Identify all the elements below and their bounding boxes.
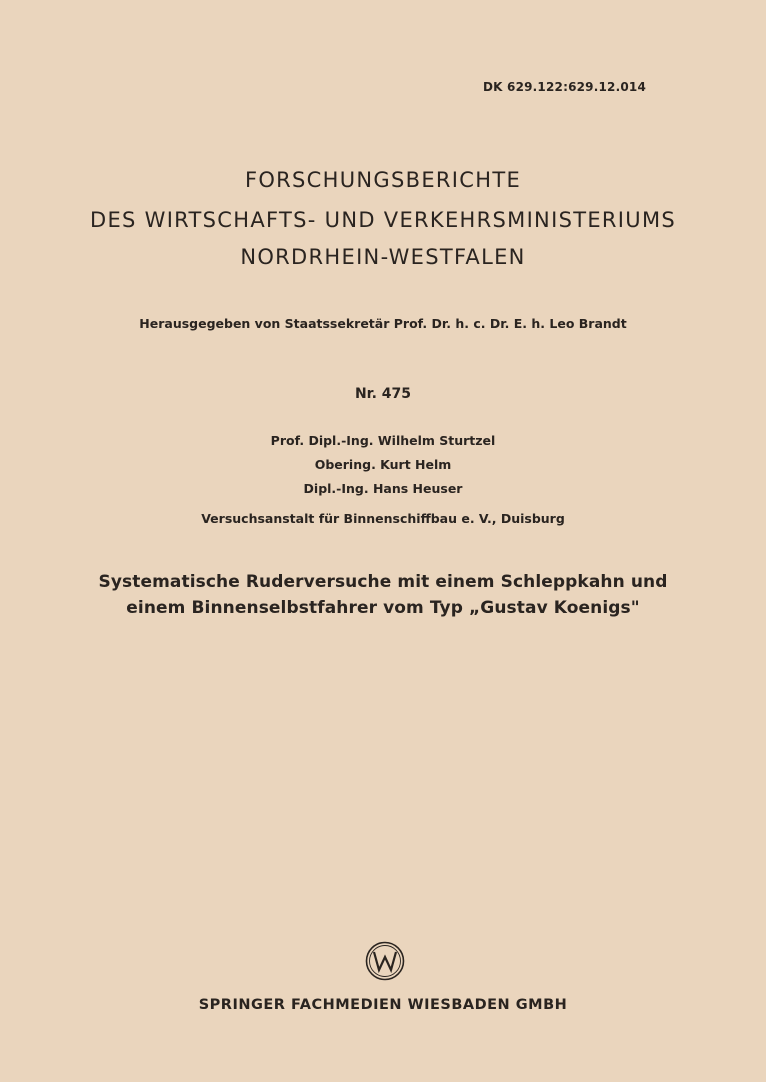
author-1: Prof. Dipl.-Ing. Wilhelm Sturtzel [270,433,496,448]
editor-line: Herausgegeben von Staatssekretär Prof. Dr. h. c. Dr. E. h. Leo Brandt [139,316,627,331]
series-title-line-3: NORDRHEIN-WESTFALEN [240,245,526,269]
author-2: Obering. Kurt Helm [314,457,452,472]
springer-w-logo-icon [365,941,405,981]
report-title-line-1: Systematische Ruderversuche mit einem Schleppkahn und [98,572,668,592]
report-number: Nr. 475 [354,386,412,402]
publisher-name: SPRINGER FACHMEDIEN WIESBADEN GMBH [198,997,568,1013]
institute: Versuchsanstalt für Binnenschiffbau e. V., Duisburg [201,511,565,526]
report-title-line-2: einem Binnenselbstfahrer vom Typ „Gustav Koenigs" [126,598,640,618]
series-title-line-2: DES WIRTSCHAFTS- UND VERKEHRSMINISTERIUMS [89,208,676,232]
classification-code: DK 629.122:629.12.014 [482,80,646,94]
series-title-line-1: FORSCHUNGSBERICHTE [244,168,522,192]
author-3: Dipl.-Ing. Hans Heuser [303,481,463,496]
